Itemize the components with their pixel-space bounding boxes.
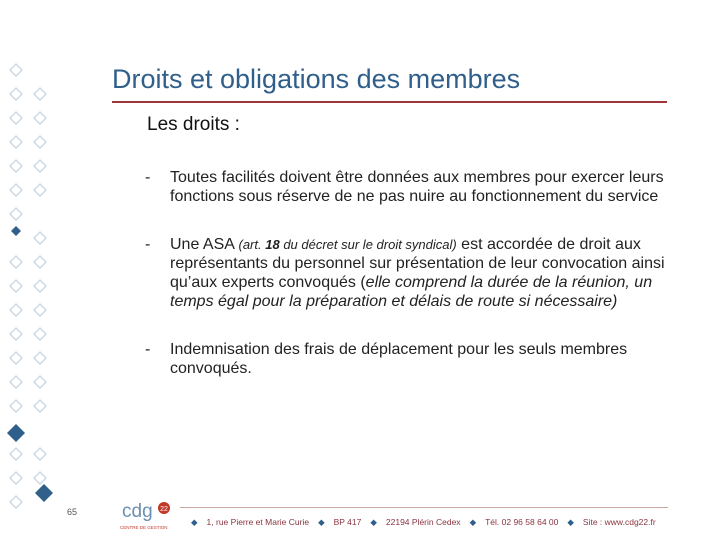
footer-po-box: BP 417: [333, 517, 362, 527]
separator-diamond-icon: ◆: [191, 517, 198, 527]
footer-address: 1, rue Pierre et Marie Curie: [206, 517, 310, 527]
bullet-text-part: Une ASA: [170, 236, 239, 253]
cdg-logo: [110, 497, 182, 537]
footer-city: 22194 Plérin Cedex: [385, 517, 461, 527]
bullet-item: [145, 235, 665, 311]
page-number: 65: [67, 507, 78, 517]
bullet-dash: -: [145, 236, 151, 253]
separator-diamond-icon: ◆: [567, 517, 574, 527]
bullet-text: Indemnisation des frais de déplacement pour les seuls membres convoqués.: [170, 341, 628, 377]
logo-caption: CENTRE DE GESTION: [120, 525, 168, 530]
separator-diamond-icon: ◆: [469, 517, 477, 527]
footer-rule: [180, 507, 668, 508]
section-heading: Les droits :: [147, 114, 240, 135]
bullet-dash: -: [145, 341, 151, 358]
legal-reference-suffix: du décret sur le droit syndical): [279, 237, 457, 252]
bullet-dash: -: [145, 169, 151, 186]
bullet-text: [170, 236, 665, 310]
slide-title: Droits et obligations des membres: [112, 64, 521, 94]
logo-number: 22: [160, 506, 168, 513]
legal-reference-prefix: (art.: [238, 237, 266, 252]
bullet-item: [145, 340, 665, 378]
separator-diamond-icon: ◆: [318, 517, 325, 527]
bullet-text-part: est accordée de droit aux représentants du personnel sur présentation de leur convocation ainsi qu’aux experts convoqués (: [170, 236, 665, 291]
footer-contact: [182, 517, 656, 528]
footer-phone: Tél. 02 96 58 64 00: [485, 517, 559, 527]
decorative-diamond-pattern: [0, 60, 60, 530]
bullet-list: [145, 168, 665, 407]
separator-diamond-icon: ◆: [370, 517, 377, 527]
title-underline: [112, 101, 667, 103]
bullet-italic-note: elle comprend la durée de la réunion, un temps égal pour la préparation et délais de route si nécessaire): [170, 274, 653, 310]
footer-website[interactable]: Site : www.cdg22.fr: [582, 517, 656, 527]
legal-reference: [239, 237, 457, 252]
article-number: 18: [265, 237, 280, 252]
logo-text: cdg: [122, 501, 153, 522]
bullet-item: [145, 168, 665, 206]
bullet-text: Toutes facilités doivent être données aux membres pour exercer leurs fonctions sous réserve de ne pas nuire au fonctionnement du service: [170, 169, 664, 205]
